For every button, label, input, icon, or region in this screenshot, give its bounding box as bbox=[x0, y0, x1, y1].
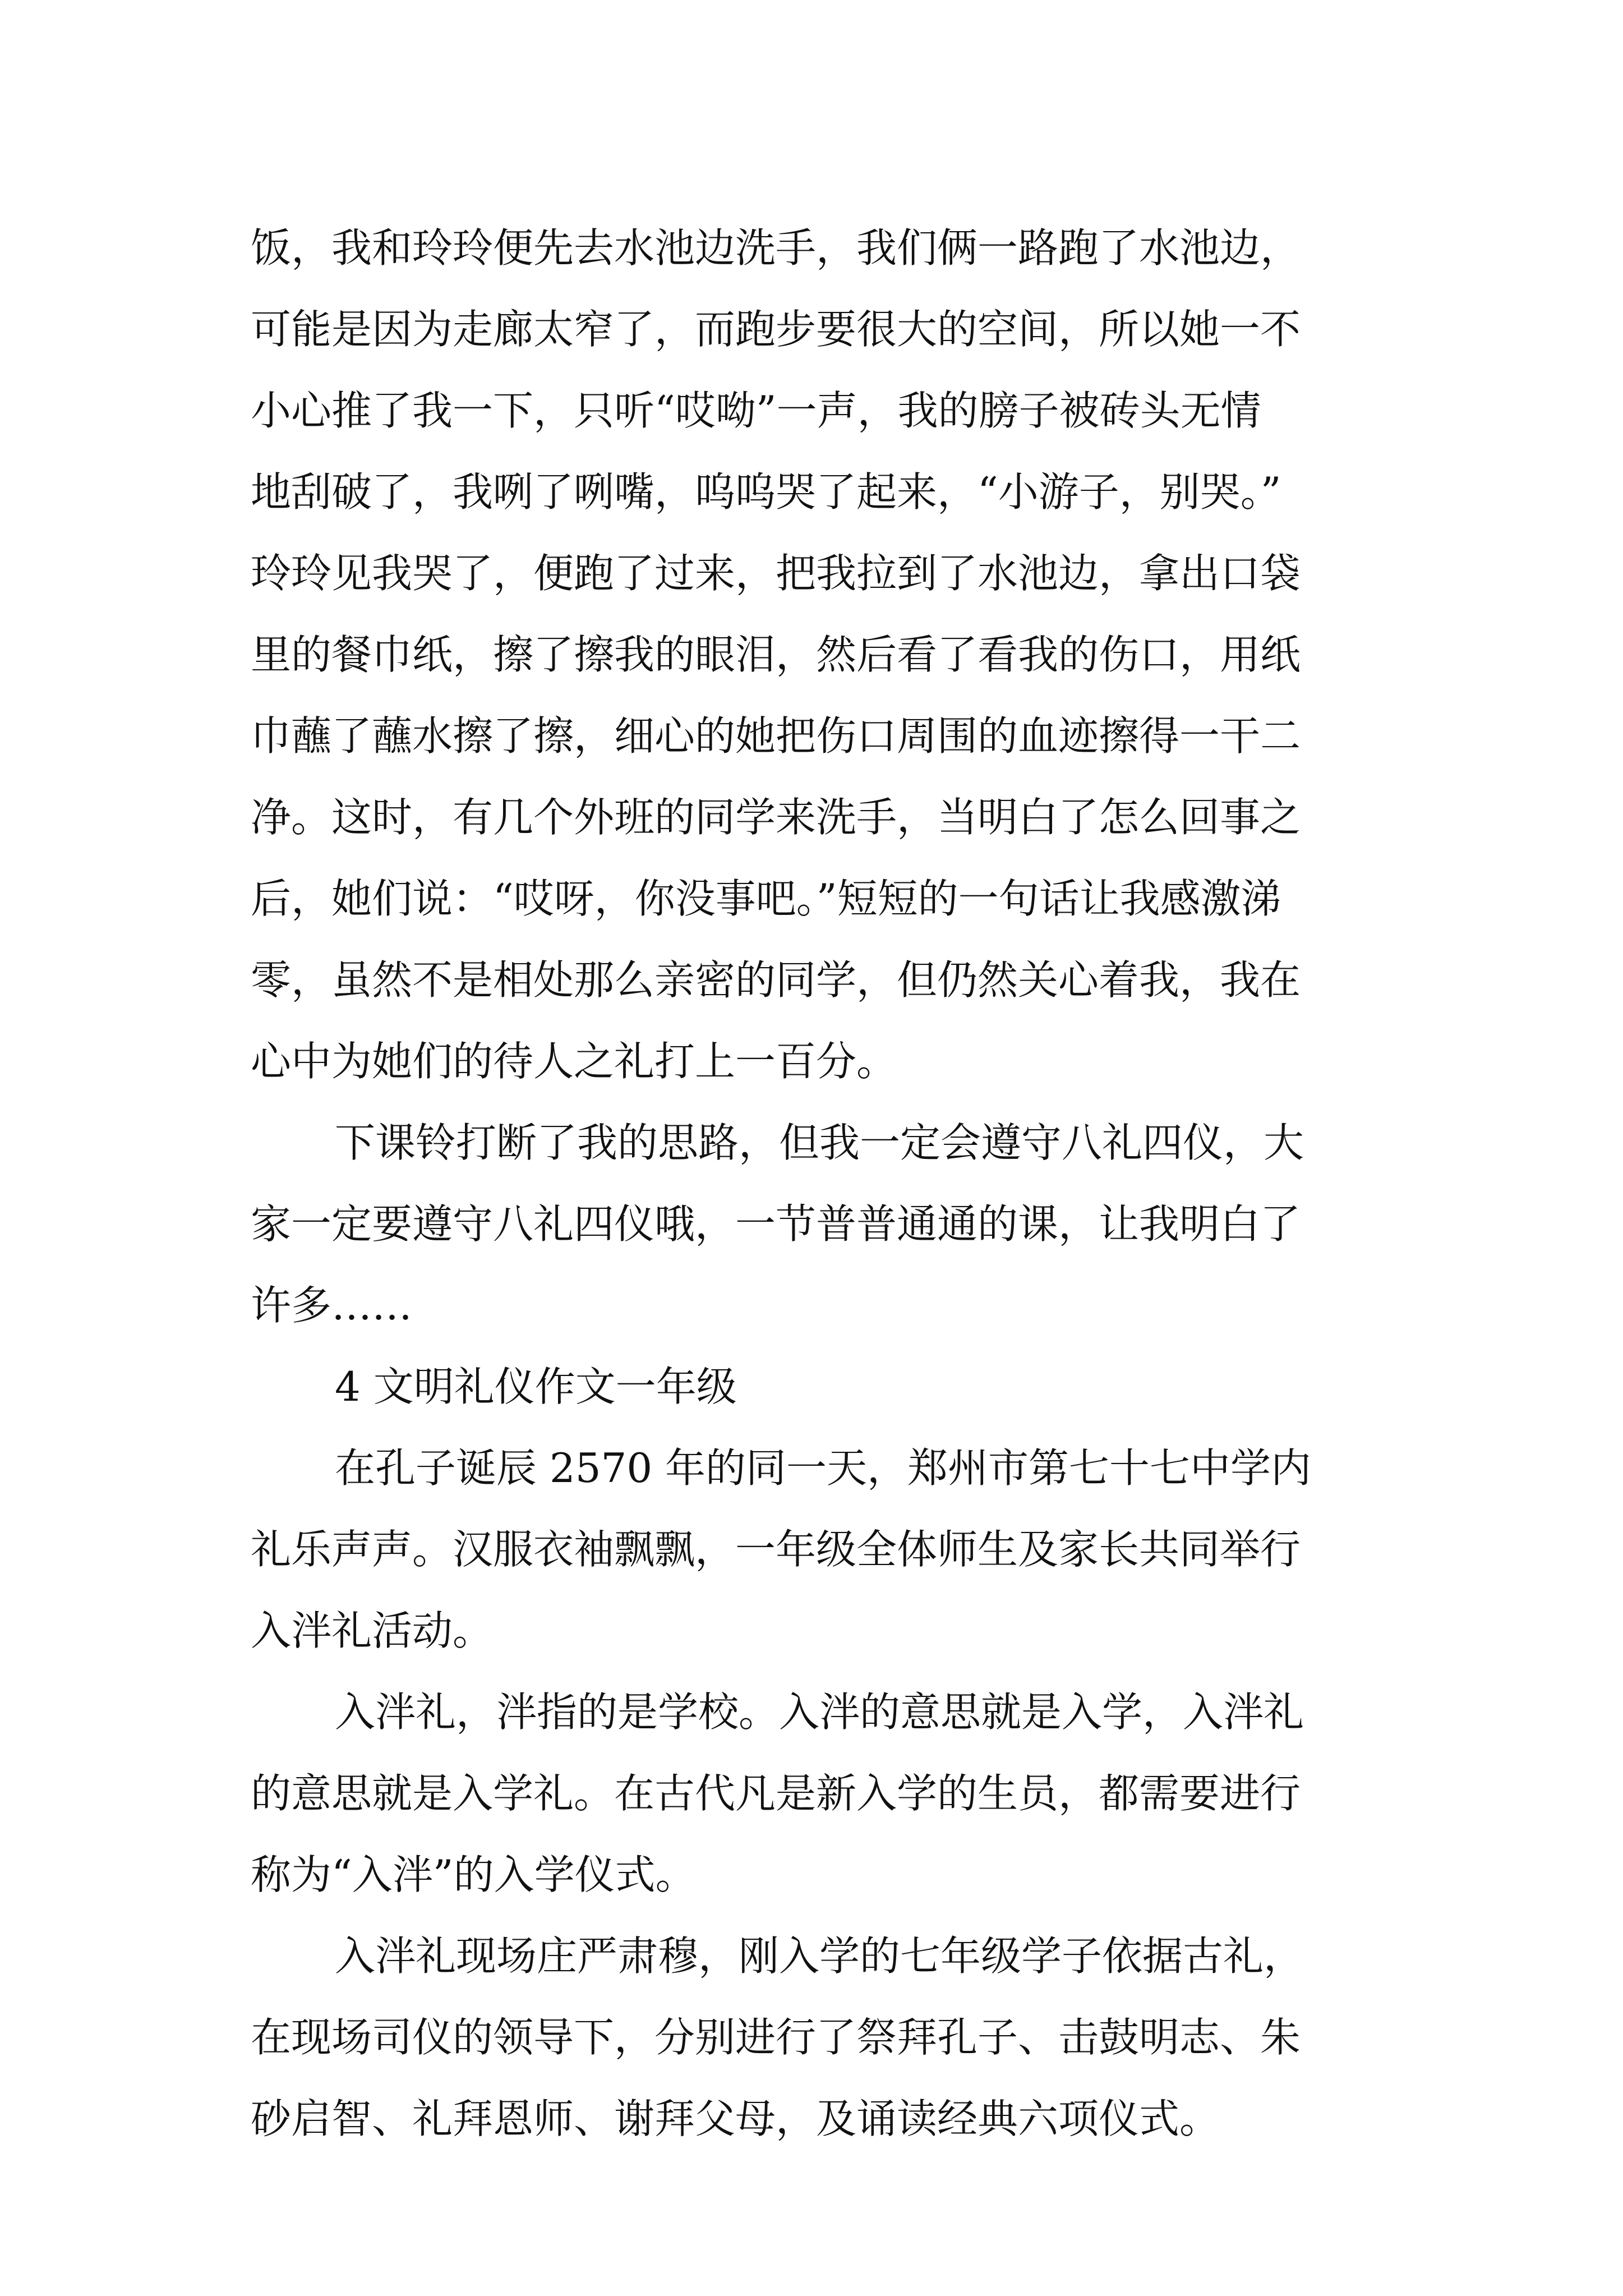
text-line: 入泮礼，泮指的是学校。入泮的意思就是入学，入泮礼 bbox=[335, 1688, 1304, 1736]
text-line: 砂启智、礼拜恩师、谢拜父母，及诵读经典六项仪式。 bbox=[251, 2095, 1220, 2142]
text-line: 小心推了我一下，只听“哎呦”一声，我的膀子被砖头无情 bbox=[251, 387, 1261, 434]
text-line: 礼乐声声。汉服衣袖飘飘，一年级全体师生及家长共同举行 bbox=[251, 1526, 1301, 1573]
text-line: 入泮礼活动。 bbox=[251, 1607, 494, 1654]
document-body bbox=[251, 208, 1384, 2160]
text-line: 下课铃打断了我的思路，但我一定会遵守八礼四仪，大 bbox=[335, 1119, 1304, 1166]
text-line: 心中为她们的待人之礼打上一百分。 bbox=[251, 1038, 897, 1085]
text-line: 饭，我和玲玲便先去水池边洗手，我们俩一路跑了水池边， bbox=[251, 224, 1301, 272]
text-line: 家一定要遵守八礼四仪哦，一节普普通通的课，让我明白了 bbox=[251, 1200, 1301, 1248]
paragraph-class-bell bbox=[251, 1102, 1384, 1346]
paragraph-ceremony bbox=[251, 1916, 1384, 2160]
text-line: 入泮礼现场庄严肃穆，刚入学的七年级学子依据古礼， bbox=[335, 1932, 1304, 1980]
section-heading-text: 4 文明礼仪作文一年级 bbox=[335, 1363, 737, 1410]
paragraph-ruxian-meaning bbox=[251, 1672, 1384, 1916]
paragraph-lunch-story bbox=[251, 208, 1384, 1102]
text-line: 后，她们说：“哎呀，你没事吧。”短短的一句话让我感激涕 bbox=[251, 875, 1281, 922]
text-line: 在现场司仪的领导下，分别进行了祭拜孔子、击鼓明志、朱 bbox=[251, 2014, 1301, 2061]
paragraph-confucius-birthday bbox=[251, 1428, 1384, 1672]
text-line: 地刮破了，我咧了咧嘴，呜呜哭了起来，“小游子，别哭。” bbox=[251, 468, 1281, 516]
text-line: 在孔子诞辰 2570 年的同一天，郑州市第七十七中学内 bbox=[335, 1444, 1312, 1492]
text-line: 零，虽然不是相处那么亲密的同学，但仍然关心着我，我在 bbox=[251, 956, 1301, 1004]
text-line: 净。这时，有几个外班的同学来洗手，当明白了怎么回事之 bbox=[251, 794, 1301, 841]
text-line: 可能是因为走廊太窄了，而跑步要很大的空间，所以她一不 bbox=[251, 306, 1301, 353]
section-heading bbox=[251, 1346, 1384, 1428]
text-line: 的意思就是入学礼。在古代凡是新入学的生员，都需要进行 bbox=[251, 1770, 1301, 1817]
text-line: 巾蘸了蘸水擦了擦，细心的她把伤口周围的血迹擦得一干二 bbox=[251, 712, 1301, 760]
text-line: 玲玲见我哭了，便跑了过来，把我拉到了水池边，拿出口袋 bbox=[251, 550, 1301, 597]
text-line: 称为“入泮”的入学仪式。 bbox=[251, 1851, 696, 1898]
text-line: 里的餐巾纸，擦了擦我的眼泪，然后看了看我的伤口，用纸 bbox=[251, 631, 1301, 678]
text-line: 许多…… bbox=[251, 1282, 413, 1329]
